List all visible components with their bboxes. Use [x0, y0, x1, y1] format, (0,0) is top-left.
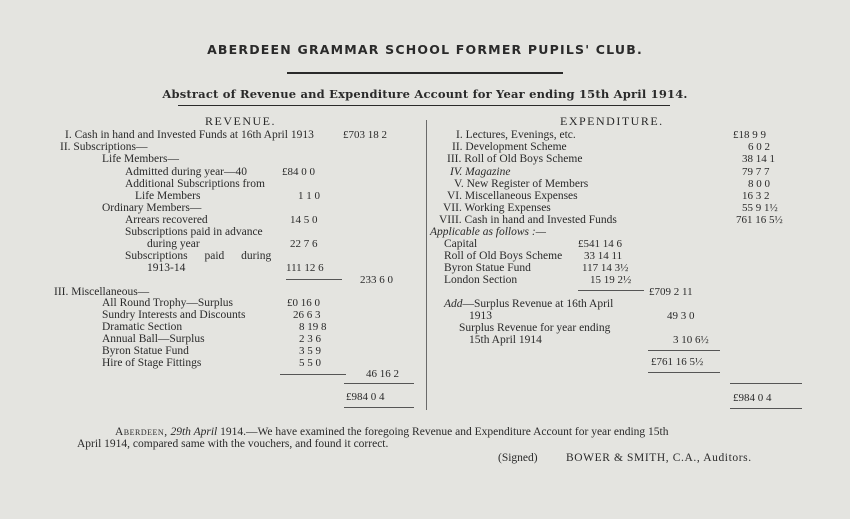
expenditure-total-underline [730, 408, 802, 409]
revenue-line-arrears-value: 14 5 0 [290, 214, 318, 226]
statement-date: 29th April [170, 426, 218, 438]
revenue-misc-total: 46 16 2 [366, 368, 399, 380]
expenditure-line-magazine-value: 79 7 7 [742, 166, 770, 178]
revenue-line-life-label: Life Members [135, 190, 201, 202]
expenditure-line-byron-label: Byron Statue Fund [444, 262, 531, 274]
revenue-line-arrears-label: Arrears recovered [125, 214, 208, 226]
revenue-line-during-year-value: 22 7 6 [290, 238, 318, 250]
expenditure-line-london-label: London Section [444, 274, 518, 286]
revenue-grand-total: £984 0 4 [346, 391, 385, 403]
expenditure-line-working-label: VII. Working Expenses [443, 202, 551, 214]
revenue-total-underline [344, 407, 414, 408]
revenue-line-byron-label: Byron Statue Fund [102, 345, 189, 357]
subtotal-rule [286, 279, 342, 280]
revenue-line-1913-label: 1913-14 [147, 262, 186, 274]
expenditure-line-lectures-label: I. Lectures, Evenings, etc. [456, 129, 576, 141]
revenue-line-interests-label: Sundry Interests and Discounts [102, 309, 246, 321]
revenue-ordinary-label: Ordinary Members— [102, 202, 202, 214]
revenue-line-cash-label: I. Cash in hand and Invested Funds at 16th April 1913 [65, 129, 314, 141]
expenditure-line-roll-value: 38 14 1 [742, 153, 775, 165]
expenditure-funds-grand: £761 16 5½ [651, 356, 704, 368]
expenditure-heading: EXPENDITURE. [560, 114, 664, 128]
revenue-misc-label: III. Miscellaneous— [54, 286, 150, 298]
expenditure-line-1914-value: 3 10 6½ [673, 334, 709, 346]
revenue-line-dramatic-value: 8 19 8 [299, 321, 327, 333]
revenue-additional-label: Additional Subscriptions from [125, 178, 265, 190]
add-word: Add [444, 298, 463, 310]
expenditure-grand-total: £984 0 4 [733, 392, 772, 404]
revenue-line-1913-value: 111 12 6 [286, 262, 324, 274]
statement-text-1: 1914.—We have examined the foregoing Revenue and Expenditure Account for year ending 15th [220, 426, 669, 438]
document-subtitle: Abstract of Revenue and Expenditure Account for Year ending 15th April 1914. [162, 87, 688, 101]
expenditure-funds-total: £709 2 11 [649, 286, 693, 298]
surplus-rule [648, 350, 720, 351]
revenue-line-admitted-value: £84 0 0 [282, 166, 315, 178]
revenue-line-ball-value: 2 3 6 [299, 333, 321, 345]
revenue-line-ball-label: Annual Ball—Surplus [102, 333, 205, 345]
expenditure-line-development-value: 6 0 2 [748, 141, 770, 153]
title-underline [287, 72, 563, 74]
expenditure-line-misc-label: VI. Miscellaneous Expenses [447, 190, 578, 202]
revenue-subscriptions-label: II. Subscriptions— [60, 141, 148, 153]
auditor-statement-line-2: April 1914, compared same with the vouchers, and found it correct. [77, 438, 389, 450]
revenue-total-rule [344, 383, 414, 384]
funds-rule [578, 290, 644, 291]
surplus-underline [648, 372, 720, 373]
expenditure-line-register-value: 8 0 0 [748, 178, 770, 190]
expenditure-line-development-label: II. Development Scheme [452, 141, 567, 153]
revenue-line-cash-value: £703 18 2 [343, 129, 387, 141]
revenue-subscriptions-total: 233 6 0 [360, 274, 393, 286]
expenditure-line-1913-label: 1913 [469, 310, 492, 322]
expenditure-line-roll-label: III. Roll of Old Boys Scheme [447, 153, 583, 165]
revenue-line-life-value: 1 1 0 [298, 190, 320, 202]
revenue-line-stage-value: 5 5 0 [299, 357, 321, 369]
expenditure-line-working-value: 55 9 1½ [742, 202, 778, 214]
add-surplus-label: —Surplus Revenue at 16th April [462, 298, 614, 310]
column-divider [426, 120, 427, 410]
expenditure-line-1914-label: 15th April 1914 [469, 334, 542, 346]
revenue-paid-during-label: Subscriptions paid during [125, 250, 272, 262]
revenue-line-trophy-value: £0 16 0 [287, 297, 320, 309]
expenditure-applicable-label: Applicable as follows :— [430, 226, 546, 238]
expenditure-line-register-label: V. New Register of Members [454, 178, 589, 190]
place-name: Aberdeen, [115, 426, 168, 438]
expenditure-line-london-value: 15 19 2½ [590, 274, 632, 286]
expenditure-line-capital-label: Capital [444, 238, 478, 250]
expenditure-line-capital-value: £541 14 6 [578, 238, 622, 250]
expenditure-line-lectures-value: £18 9 9 [733, 129, 766, 141]
revenue-line-stage-label: Hire of Stage Fittings [102, 357, 202, 369]
expenditure-line-roll-fund-value: 33 14 11 [584, 250, 623, 262]
expenditure-line-misc-value: 16 3 2 [742, 190, 770, 202]
expenditure-line-magazine-label: IV. Magazine [450, 166, 511, 178]
revenue-line-admitted-label: Admitted during year—40 [125, 166, 248, 178]
expenditure-total-rule [730, 383, 802, 384]
expenditure-line-cash-label: VIII. Cash in hand and Invested Funds [439, 214, 617, 226]
revenue-life-members-label: Life Members— [102, 153, 179, 165]
expenditure-surplus-year-label: Surplus Revenue for year ending [459, 322, 611, 334]
expenditure-line-roll-fund-label: Roll of Old Boys Scheme [444, 250, 563, 262]
expenditure-line-cash-value: 761 16 5½ [736, 214, 783, 226]
expenditure-line-byron-value: 117 14 3½ [582, 262, 629, 274]
revenue-line-interests-value: 26 6 3 [293, 309, 321, 321]
revenue-line-during-year-label: during year [147, 238, 200, 250]
revenue-line-dramatic-label: Dramatic Section [102, 321, 183, 333]
auditor-signature: BOWER & SMITH, C.A., Auditors. [566, 452, 752, 464]
expenditure-line-1913-value: 49 3 0 [667, 310, 695, 322]
subtitle-underline [178, 105, 670, 106]
revenue-heading: REVENUE. [205, 114, 276, 128]
revenue-line-trophy-label: All Round Trophy—Surplus [102, 297, 234, 309]
misc-rule [280, 374, 346, 375]
signed-label: (Signed) [498, 452, 538, 464]
revenue-line-byron-value: 3 5 9 [299, 345, 321, 357]
document-title: ABERDEEN GRAMMAR SCHOOL FORMER PUPILS' CLUB. [207, 42, 643, 57]
revenue-advance-label: Subscriptions paid in advance [125, 226, 263, 238]
